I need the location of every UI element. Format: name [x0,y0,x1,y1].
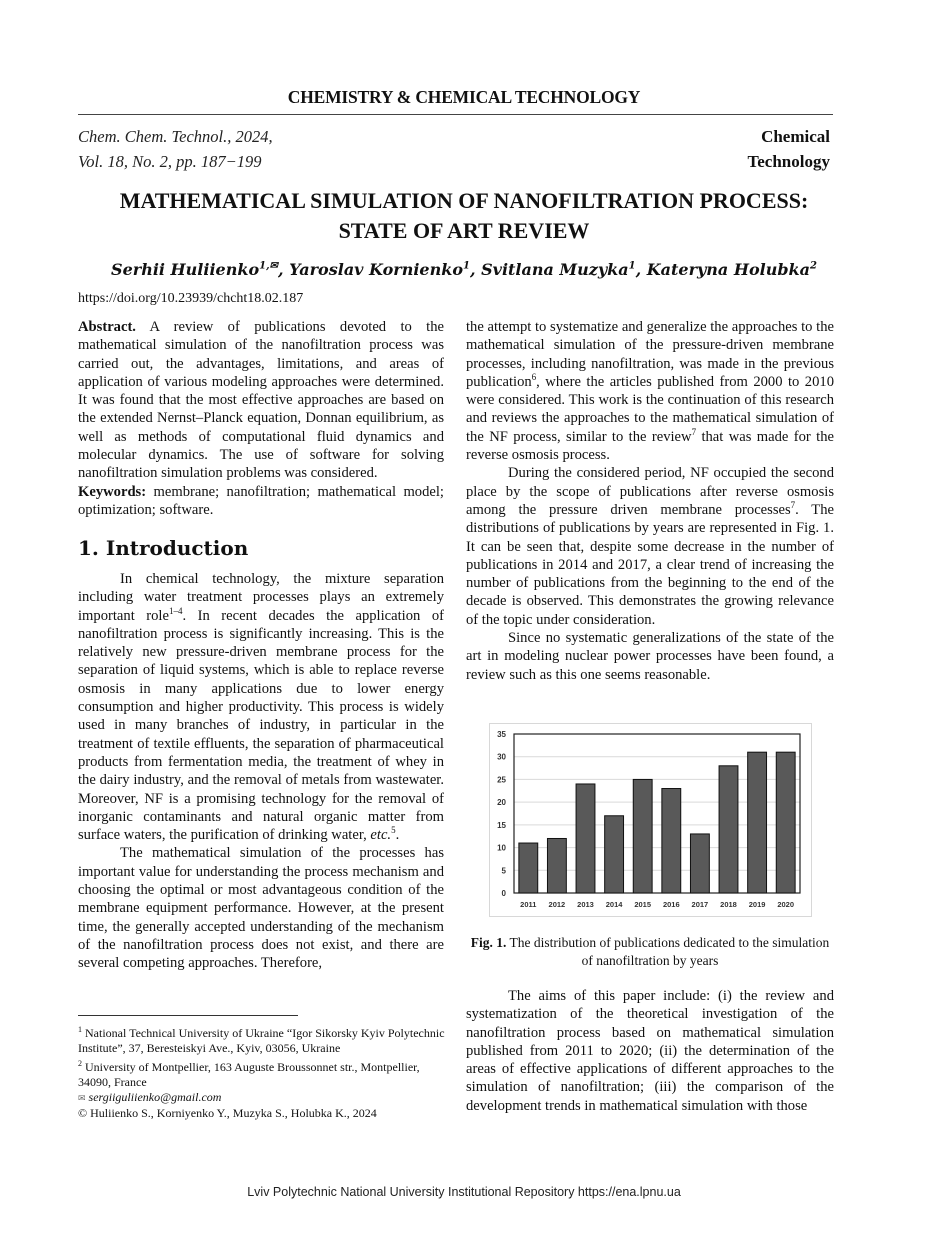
bar-2018 [719,766,738,893]
citation-line-2: Vol. 18, No. 2, pp. 187−199 [78,152,262,171]
author-list: Serhii Huliienko$^{1,✉}$, Yaroslav Kornienko$^1$, Svitlana Muzyka$^1$, Kateryna Holubka$^2$ [111,260,817,279]
citation-line-1: Chem. Chem. Technol., 2024, [78,127,273,146]
x-tick-label: 2012 [548,900,566,909]
x-tick-label: 2019 [748,900,766,909]
footnote-email [78,1090,448,1106]
bar-2019 [748,752,767,893]
citation [78,124,273,174]
y-tick-label: 35 [497,730,506,739]
intro-paragraph-1: In chemical technology, the mixture separation including water treatment processes plays an extremely important role$^{1-4}$. In recent decades the application of nanofiltration process is significantly increasing. This is the relatively new pressure-driven membrane process for the separation of liquid systems, which is able to replace reverse osmosis in many applications due to lower energy consumption and higher productivity. This process is widely used in many branches of industry, in particular in the treatment of textile effluents, the separation of pharmaceutical products from fermentation media, the treatment of whey in the dairy industry, and the removal of metals from wastewater. Moreover, NF is a promising technology for the removal of inorganic contaminants and natural organic matter from surface waters, the purification of drinking water, etc.$^5$. [78,571,444,844]
intro-paragraph-4: During the considered period, NF occupied the second place by the scope of publications after reverse osmosis among the pressure driven membrane processes$^7$. The distributions of publications by years are represented in Fig. 1. It can be seen that, despite some decrease in the number of publications in 2014 and 2017, a clear trend of increasing the number of publications from the beginning to the end of the decade is observed. This demonstrates the growing relevance of the topic under consideration. [466,465,834,628]
abstract-paragraph: Abstract. A review of publications devoted to the mathematical simulation of the nanofiltration process was carried out, the advantages, limitations, and areas of application of various modeling approaches were determined. It was found that the most effective approaches are based on the extended Nernst–Planck equation, Donnan equilibrium, as well as methods of computational fluid dynamics and molecular dynamics. The use of software for solving nanofiltration simulation problems was considered. [78,319,444,482]
intro-paragraph-3: the attempt to systematize and generalize the approaches to the mathematical simulation of the pressure-driven membrane processes, including nanofiltration, was made in the previous publication$^6$, where the articles published from 2000 to 2010 were considered. This work is the continuation of this research and reviews the approaches to the mathematical simulation of the NF process, similar to the review$^7$ that was made for the reverse osmosis process. [466,319,834,464]
article-title [60,186,868,246]
section-line-1: Chemical [761,127,830,146]
y-tick-label: 10 [497,843,506,853]
author-affiliation: 1 [628,260,636,272]
footnote-affiliation-1: $^1$ National Technical University of Ukraine “Igor Sikorsky Kyiv Polytechnic Institute”, 37, Beresteiskyi Ave., Kyiv, 03056, Ukraine [78,1025,445,1055]
caption-label: Fig. 1. [470,935,507,950]
x-tick-label: 2015 [634,900,652,909]
abstract-block [78,318,444,519]
x-tick-label: 2020 [777,900,795,909]
abstract-label: Abstract. [78,319,136,335]
doi-link[interactable]: https://doi.org/10.23939/chcht18.02.187 [78,291,304,306]
author-affiliation: 1 [462,260,470,272]
envelope-icon: ✉ [78,1093,86,1103]
y-tick-label: 30 [497,752,506,762]
x-tick-label: 2013 [577,900,594,909]
author-name: Yaroslav Kornienko [289,260,463,279]
journal-name: CHEMISTRY & CHEMICAL TECHNOLOGY [287,87,641,107]
title-line-2: STATE OF ART REVIEW [338,218,590,243]
keywords-paragraph: Keywords: membrane; nanofiltration; mathematical model; optimization; software. [78,483,444,518]
y-tick-label: 5 [501,866,506,876]
reference-marker[interactable]: 1–4 [168,605,183,616]
reference-marker[interactable]: 5 [391,825,396,836]
bar-2012 [547,838,566,893]
y-tick-label: 0 [501,889,506,898]
email-link[interactable]: sergiiguliienko@gmail.com [88,1090,222,1104]
footnotes [78,1022,448,1121]
author-name: Kateryna Holubka [646,260,810,279]
footnote-affiliation-2: $^2$ University of Montpellier, 163 Auguste Broussonnet str., Montpellier, 34090, France [78,1059,420,1089]
bar-2015 [633,779,652,893]
reference-marker[interactable]: 7 [691,426,697,437]
intro-paragraph-5: Since no systematic generalizations of the state of the art in modeling nuclear power processes have been found, a review such as this one seems reasonable. [466,630,834,683]
intro-paragraph-2: The mathematical simulation of the processes has important value for understanding the process mechanism and choosing the optimal or most advantageous condition of the membrane equipment performance. However, at the present time, the generally accepted understanding of the mechanism of the nanofiltration process does not exist, and there are several competing approaches. Therefore, [78,845,444,972]
figure-1-chart [489,723,812,917]
y-tick-label: 20 [497,798,506,808]
y-tick-label: 15 [497,820,506,830]
reference-marker[interactable]: 7 [790,500,796,511]
x-tick-label: 2018 [720,900,737,909]
repository-footer: Lviv Polytechnic National University Institutional Repository https://ena.lpnu.ua [247,1185,681,1199]
bar-2017 [690,834,709,893]
bar-2013 [576,784,595,893]
bar-2020 [776,752,795,893]
author-affiliation: 1,✉ [259,260,278,272]
intro-paragraph-6: The aims of this paper include: (i) the review and systematization of the theoretical investigation of the nanofiltration process based on mathematical simulation published from 2011 to 2020; (ii) the determination of the areas of effective applications of different approaches to the simulation of nanofiltration; (iii) the comparison of the development trends in mathematical simulation with those [466,988,834,1114]
x-tick-label: 2016 [662,900,680,909]
keywords-label: Keywords: [78,483,147,500]
x-tick-label: 2017 [691,900,709,909]
journal-section [747,124,830,174]
intro-left-text [78,570,444,973]
x-tick-label: 2014 [605,900,623,909]
author-affiliation: 2 [810,260,817,272]
section-heading-introduction: 1. Introduction [78,536,249,560]
reference-marker[interactable]: 6 [531,372,537,383]
figure-caption: Fig. 1. The distribution of publications dedicated to the simulation of nanofiltration by years [470,935,830,968]
intro-right-text [466,318,834,684]
intro-right-text-2 [466,987,834,1115]
bar-chart [490,724,811,916]
y-tick-label: 25 [497,775,506,785]
section-line-2: Technology [747,152,830,171]
title-line-1: MATHEMATICAL SIMULATION OF NANOFILTRATION PROCESS: [119,188,809,213]
x-tick-label: 2011 [520,900,537,909]
author-name: Svitlana Muzyka [481,260,629,279]
header-divider [78,114,833,115]
bar-2016 [662,789,681,893]
copyright-notice: © Huliienko S., Korniyenko Y., Muzyka S., Holubka K., 2024 [78,1106,377,1120]
bar-2011 [519,843,538,893]
author-name: Serhii Huliienko [111,260,260,279]
bar-2014 [605,816,624,893]
footnote-divider [78,1015,298,1016]
